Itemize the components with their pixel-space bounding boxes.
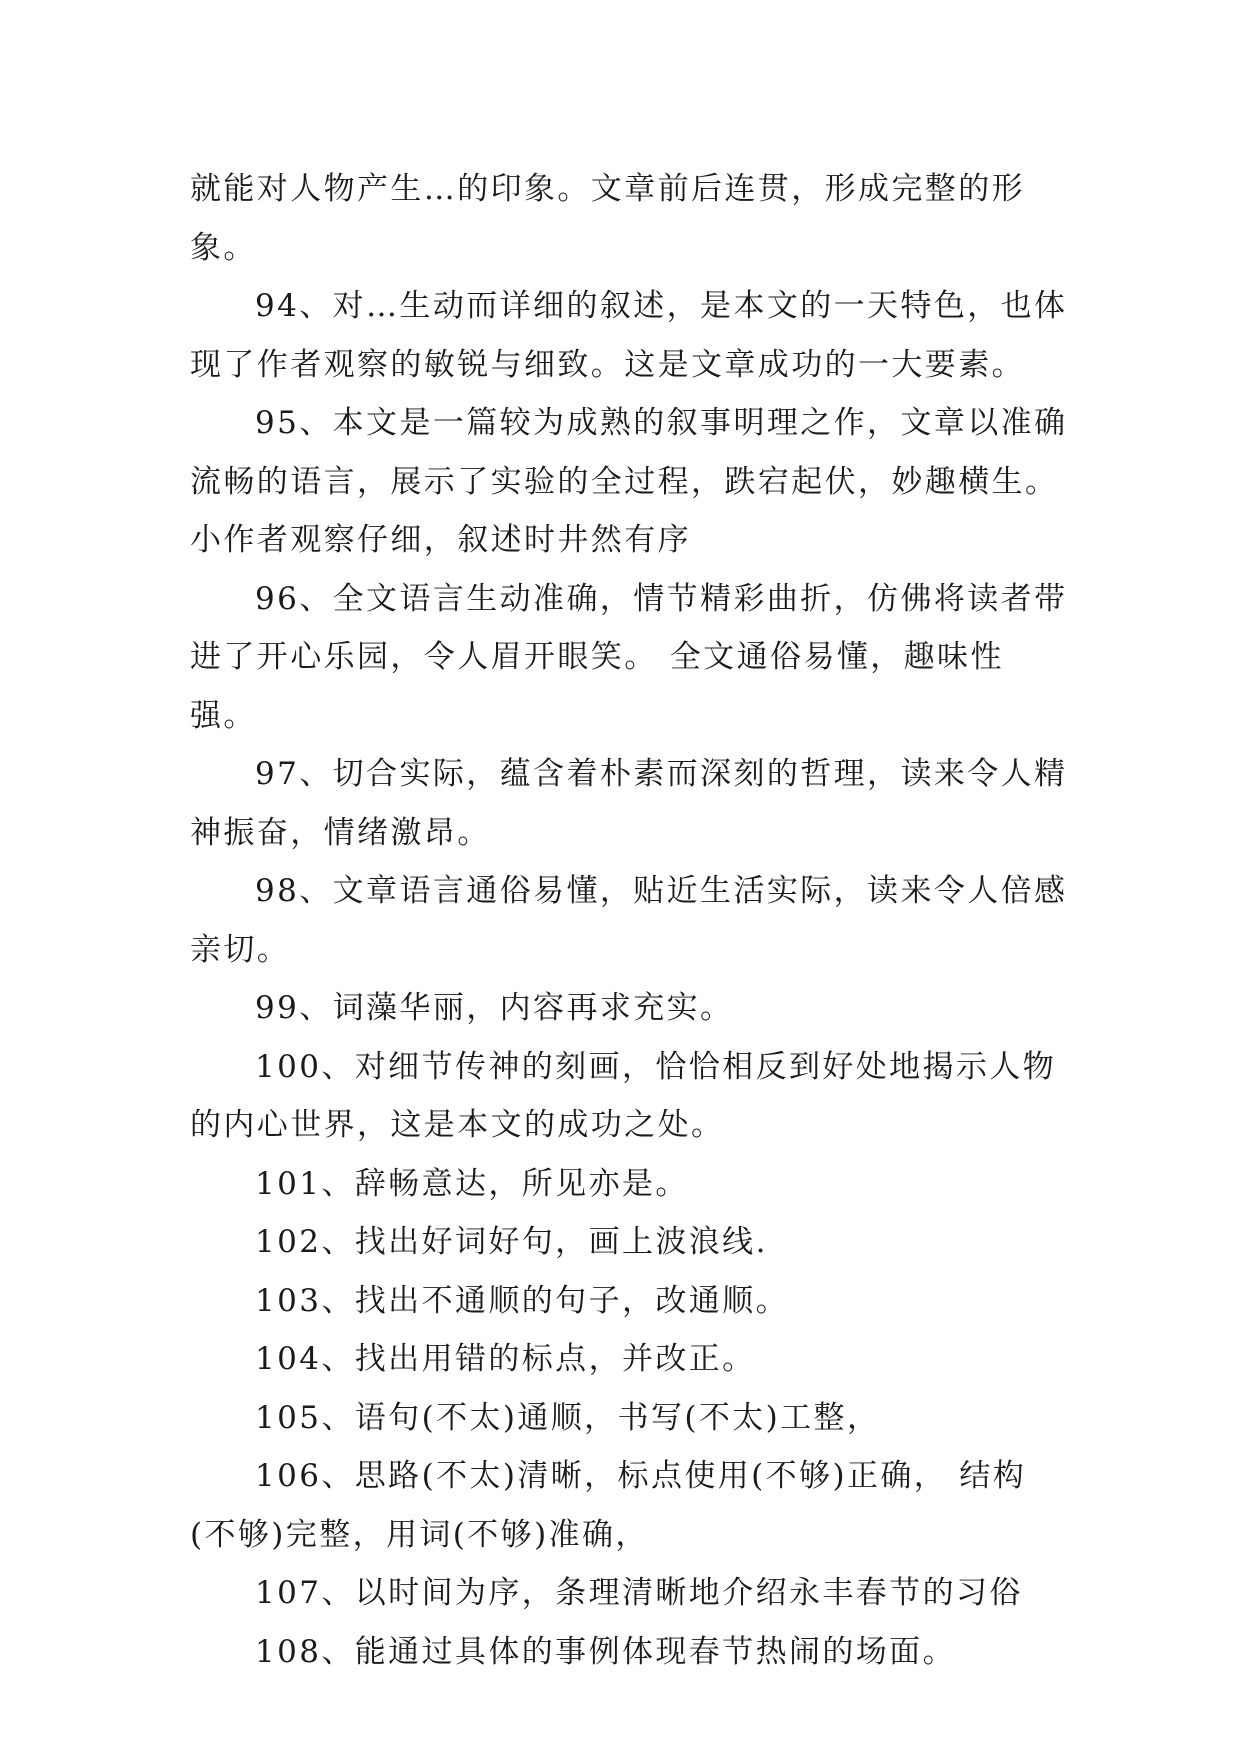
paragraph-102: 102、找出好词好句，画上波浪线. bbox=[255, 1224, 768, 1260]
paragraph-103: 103、找出不通顺的句子，改通顺。 bbox=[255, 1282, 789, 1319]
paragraph-98: 98、文章语言通俗易懂，贴近生活实际，读来令人倍感亲切。 bbox=[190, 873, 1068, 968]
paragraph-107: 107、以时间为序，条理清晰地介绍永丰春节的习俗 bbox=[255, 1575, 1023, 1611]
document-body bbox=[190, 160, 1070, 1681]
paragraph-105: 105、语句(不太)通顺，书写(不太)工整， bbox=[255, 1399, 881, 1436]
paragraph-104: 104、找出用错的标点，并改正。 bbox=[255, 1341, 756, 1377]
paragraph-continuation: 就能对人物产生…的印象。文章前后连贯，形成完整的形象。 bbox=[190, 171, 1025, 266]
paragraph-106: 106、思路(不太)清晰，标点使用(不够)正确， 结构(不够)完整，用词(不够)准确， bbox=[190, 1458, 1027, 1553]
paragraph-95: 95、本文是一篇较为成熟的叙事明理之作，文章以准确流畅的语言，展示了实验的全过程，跌宕起伏，妙趣横生。小作者观察仔细，叙述时井然有序 bbox=[190, 405, 1068, 558]
paragraph-101: 101、辞畅意达，所见亦是。 bbox=[255, 1165, 689, 1202]
paragraph-96: 96、全文语言生动准确，情节精彩曲折，仿佛将读者带进了开心乐园，令人眉开眼笑。 全文通俗易懂，趣味性强。 bbox=[190, 580, 1068, 734]
paragraph-108: 108、能通过具体的事例体现春节热闹的场面。 bbox=[255, 1633, 956, 1670]
paragraph-97: 97、切合实际，蕴含着朴素而深刻的哲理，读来令人精神振奋，情绪激昂。 bbox=[190, 756, 1068, 851]
paragraph-100: 100、对细节传神的刻画，恰恰相反到好处地揭示人物的内心世界，这是本文的成功之处。 bbox=[190, 1048, 1057, 1143]
paragraph-99: 99、词藻华丽，内容再求充实。 bbox=[255, 990, 734, 1026]
paragraph-94: 94、对…生动而详细的叙述，是本文的一天特色，也体现了作者观察的敏锐与细致。这是文章成功的一大要素。 bbox=[190, 288, 1068, 383]
